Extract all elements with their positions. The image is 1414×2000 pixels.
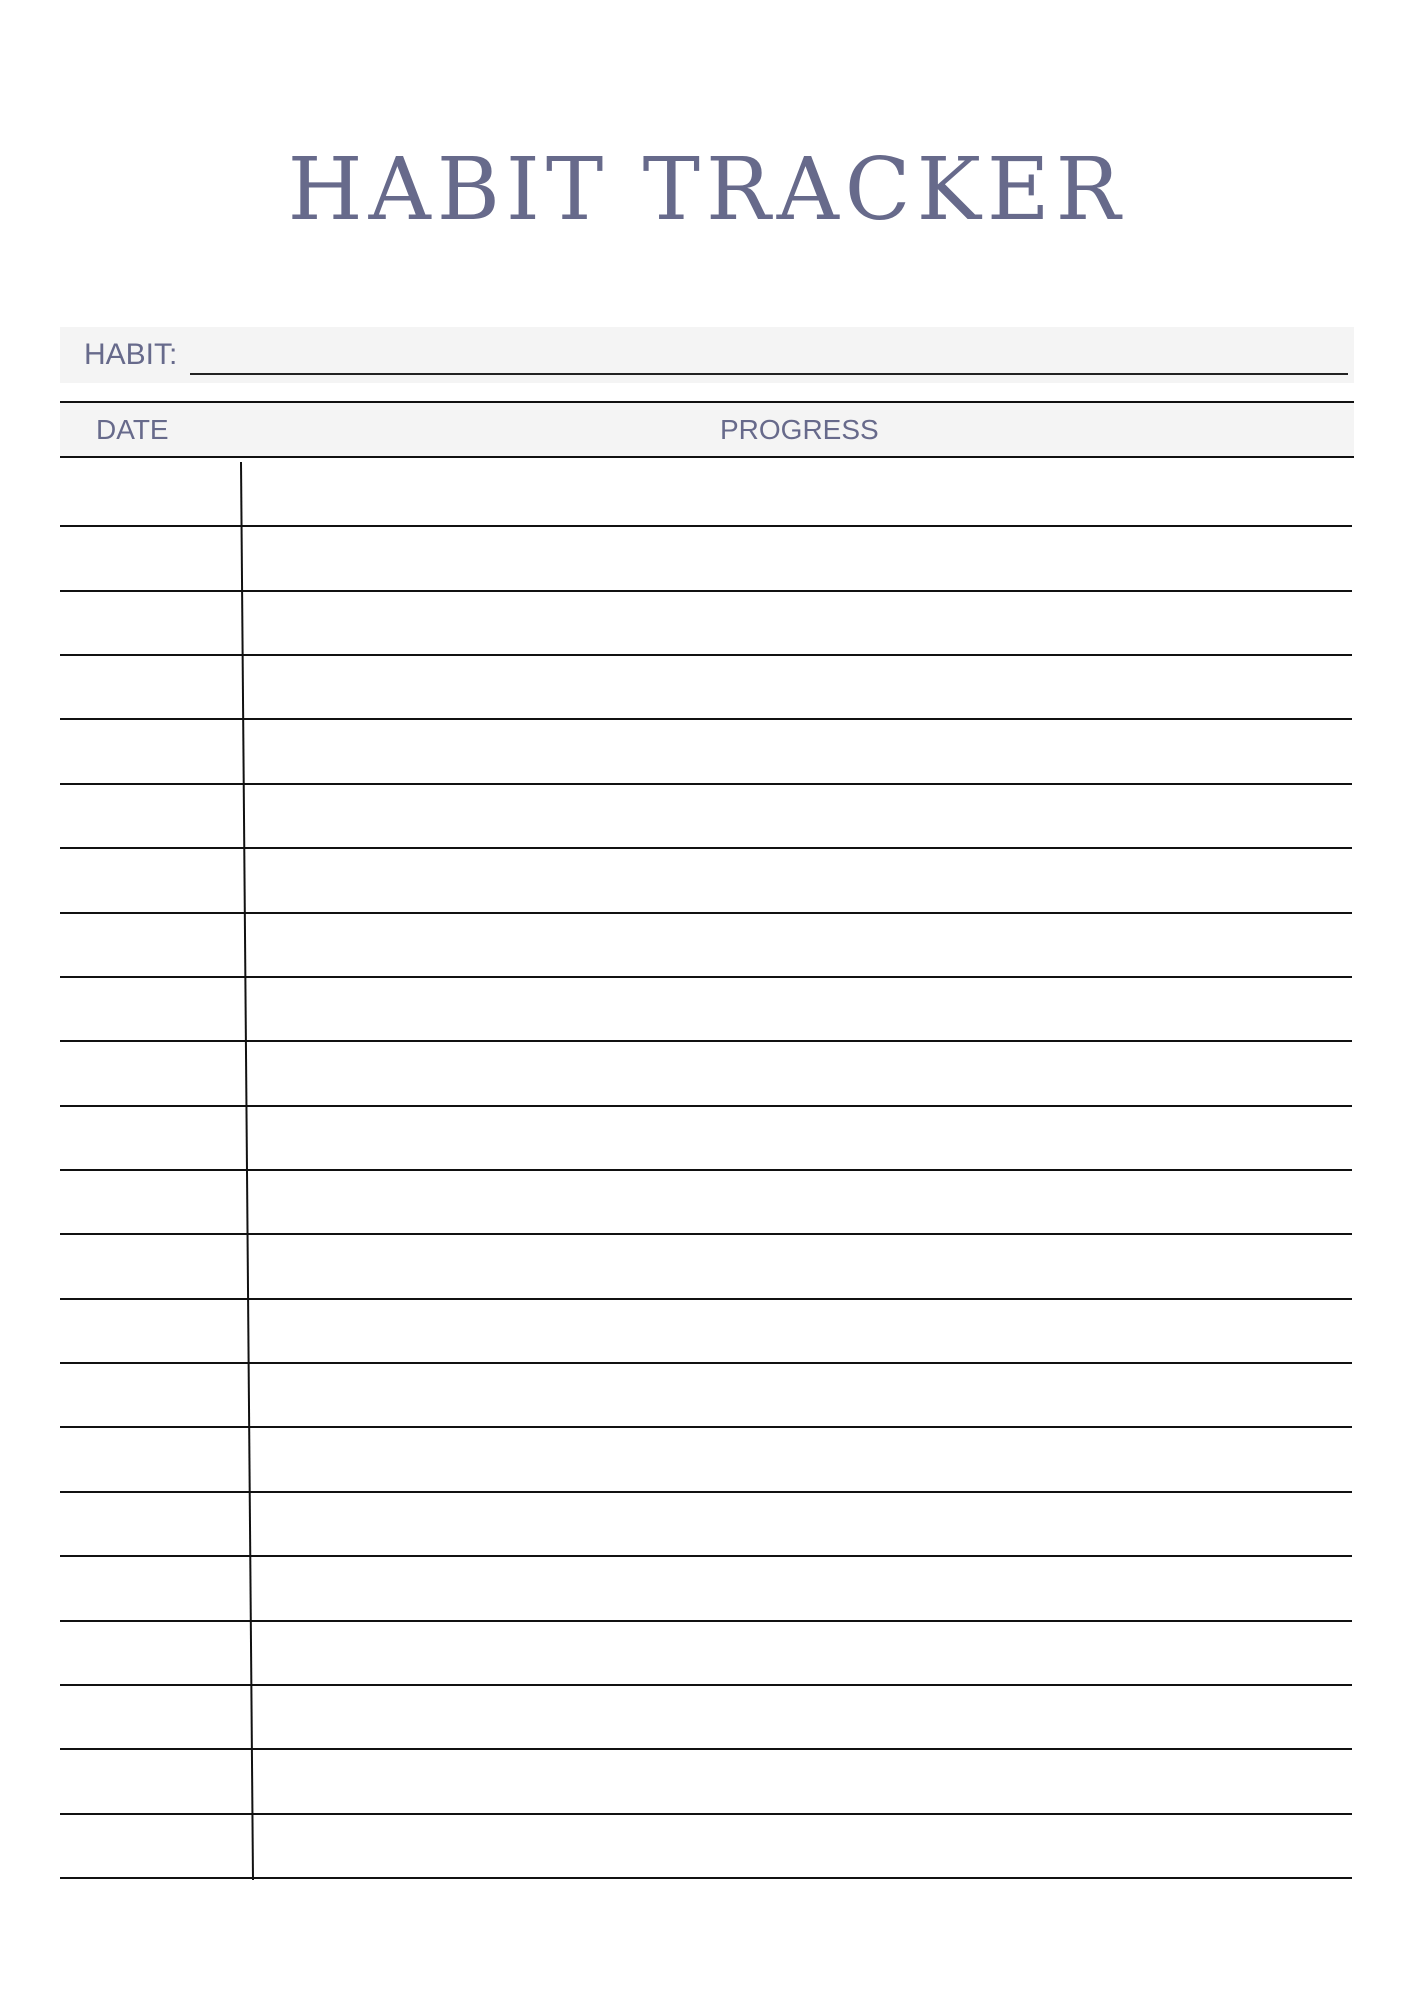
habit-label: HABIT: [84, 338, 178, 371]
column-header-date: DATE [96, 414, 169, 445]
page-title: HABIT TRACKER [287, 140, 1127, 240]
column-header-progress: PROGRESS [720, 414, 879, 445]
